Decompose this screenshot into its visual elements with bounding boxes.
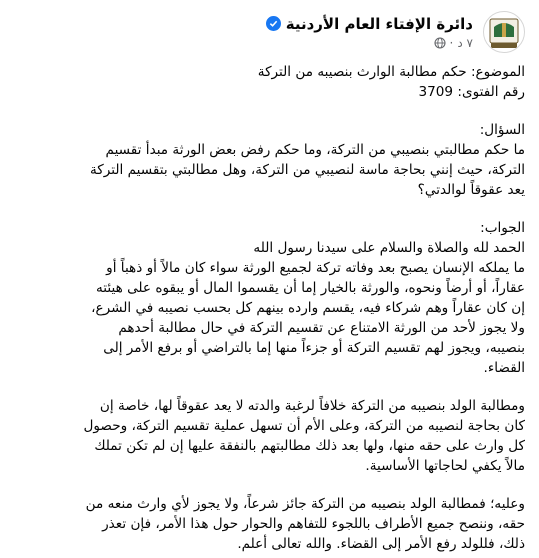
answer-line: كل وارث على حقه منها، ولها بعد ذلك مطالبتهم بالنفقة عليها إن لم تكن تملك [94,438,525,454]
post-subline [266,36,473,50]
post-header [12,0,525,62]
answer-line: ولا يجوز لأحد من الورثة الامتناع عن تقسيم التركة في حال مطالبة أحدهم [118,320,525,336]
fatwa-header [12,62,525,102]
page-name-row [266,15,473,33]
meta-separator: · [449,35,454,50]
verified-badge-icon [266,16,281,31]
page-name[interactable]: دائرة الإفتاء العام الأردنية [285,14,473,33]
answer-section [12,218,525,378]
fatwa-number: رقم الفتوى: 3709 [418,84,525,100]
answer-line: كان بحاجة لنصيبه من التركة، وعلى الأم أن تسهل عملية تقسيم التركة، وحصول [83,418,525,434]
question-line: التركة، حيث إنني بحاجة ماسة لنصيبي من التركة، وهل مطالبتي بتقسيم التركة [90,162,525,178]
page-avatar[interactable] [483,11,525,53]
question-section [12,120,525,200]
fatwa-subject: الموضوع: حكم مطالبة الوارث بنصيبه من التركة [257,64,525,80]
answer-line: القضاء. [483,360,525,376]
logo-icon [485,13,523,51]
answer-label: الجواب: [480,220,525,236]
post-time[interactable]: ٧ د [457,35,473,50]
answer-line: عقاراً، أو أرضاً ونحوه، والورثة بالخيار إما أن يقسموا المال أو يبقوه على هيئته [96,280,525,296]
answer-line: ذلك، فللولد رفع الأمر إلى القضاء. والله تعالى أعلم. [237,536,525,552]
question-line: ما حكم مطالبتي بنصيبي من التركة، وما حكم رفض بعض الورثة مبدأ تقسيم [105,142,525,158]
answer-line: بنصيبه، ويجوز لهم تقسيم التركة أو جزءاً منها إما بالتراضي أو برفع الأمر إلى [103,340,525,356]
answer-line: مالاً يكفي لحاجاتها الأساسية. [365,458,525,474]
answer-line: ما يملكه الإنسان يصبح بعد وفاته تركة لجميع الورثة سواء كان مالاً أو ذهباً أو [106,260,525,276]
post-meta [266,15,473,50]
answer-line: إن كان عقاراً وهم شركاء فيه، يقسم وارده بينهم كل بحسب نصيبه في الشرع، [91,300,525,316]
post-body [12,62,525,554]
answer-line: حقه، وننصح جميع الأطراف باللجوء للتفاهم والحوار حول هذا الأمر، فإن تعذر [102,516,525,532]
answer-line: ومطالبة الولد بنصيبه من التركة خلافاً لرغبة والدته لا يعد عقوقاً لها، خاصة إن [99,398,525,414]
globe-icon[interactable] [434,37,446,49]
question-label: السؤال: [479,122,525,138]
question-line: يعد عقوقاً لوالدتي؟ [417,182,525,198]
answer-line: وعليه؛ فمطالبة الولد بنصيبه من التركة جائز شرعاً، ولا يجوز لأي وارث منعه من [85,496,525,512]
answer-paragraph-3 [12,494,525,554]
answer-paragraph-2 [12,396,525,476]
answer-line: الحمد لله والصلاة والسلام على سيدنا رسول الله [253,240,525,256]
